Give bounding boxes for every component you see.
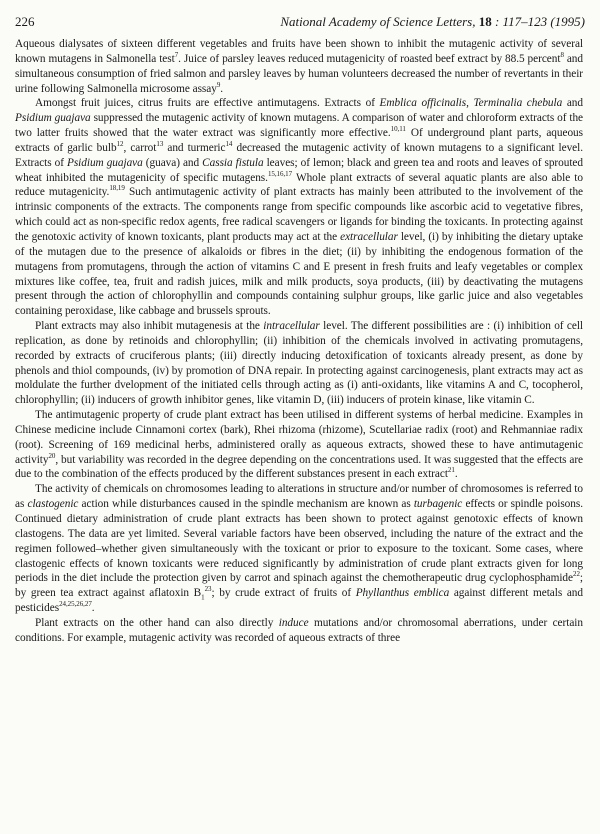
text-run: Whole plant extracts of several aquatic plants are also able to reduce mutagenicity. xyxy=(15,171,583,199)
text-run: leaves; of lemon; black and green tea and roots and leaves of sprouted wheat inhibited the mutagenicity of specific mutagens. xyxy=(15,156,583,184)
volume-number: 18 xyxy=(478,14,492,29)
text-run: level. The different possibilities are : (i) inhibition of cell replication, as done by retinoids and chlorophyllin; (ii) inhibition of the chemicals involved in activating promutagens, recorded by extracts of cruciferous plants; (iii) directly inducing detoxification of toxicants already present, as done by phenols and thiol compounds, (iv) by promotion of DNA repair. In protecting against carcinogenesis, plant extracts may act as moldulate the further dvelopment of the initiated cells through acting as (i) anti-oxidants, like vitamins A and C, tocopherol, chlorophyllin; (ii) inducers of growth inhibitor genes, like vitamin D, (iii) inducers of protein kinase, like vitamin C. xyxy=(15,320,584,407)
text-run: (guava) and xyxy=(142,156,203,169)
text-run: ; by crude extract of fruits of xyxy=(211,587,356,600)
text-run: against different metals and pesticides xyxy=(15,587,583,615)
italic-term: extracellular xyxy=(340,230,398,243)
text-run: ; by green tea extract against aflatoxin B xyxy=(15,572,583,600)
text-run: and simultaneous consumption of fried salmon and parsley leaves by human volunteers decreased the number of revertants in their urine following Salmonella microsome assay xyxy=(15,52,584,95)
citation-superscript: 10,11 xyxy=(390,125,406,134)
text-run: . xyxy=(91,602,95,615)
page-number: 226 xyxy=(15,14,35,29)
citation-superscript: 7 xyxy=(174,51,179,60)
text-run: effects or spindle poisons. Continued dietary administration of crude plant extracts has been shown to protect against genotoxic effects of known clastogens. The data are yet limited. Several variable factors have been observed, including the nature of the extract and the regimen followed–whether given simultaneously with the toxicant or prior to exposure to the toxicant. Some cases, where clastogenic effects of known toxicants were reduced significantly by administration of crude plant extracts given for long periods in the diet include the protection given by carrot and spinach against the chemotherapeutic drug cyclophosphamide xyxy=(15,498,584,585)
citation-superscript: 21 xyxy=(447,466,455,475)
text-run: , but variability was recorded in the degree depending on the concentrations used. It was suggested that the effects are due to the combination of the effects produced by the different substances present in each extract xyxy=(15,453,583,481)
paragraph xyxy=(15,616,583,646)
italic-term: Psidium guajava xyxy=(66,156,143,169)
body-text xyxy=(15,37,583,646)
citation-superscript: 14 xyxy=(225,140,233,149)
citation-superscript: 18,19 xyxy=(109,184,125,193)
text-run: Amongst fruit juices, citrus fruits are effective antimutagens. Extracts of xyxy=(35,97,380,110)
subscript: 1 xyxy=(201,593,205,602)
text-run: decreased the mutagenic activity of known mutagens to a significant level. Extracts of xyxy=(15,141,583,169)
italic-term: Psidium guajava xyxy=(15,112,91,125)
text-run: action while disturbances caused in the spindle mechanism are known as xyxy=(78,498,414,511)
text-run: . Juice of parsley leaves reduced mutagenicity of roasted beef extract by 88.5 percent xyxy=(178,52,561,65)
text-run: Aqueous dialysates of sixteen different vegetables and fruits have been shown to inhibit the mutagenic activity of several known mutagens in Salmonella test xyxy=(15,38,583,65)
text-run: . xyxy=(220,82,224,95)
italic-term: intracellular xyxy=(263,320,320,333)
paragraph xyxy=(15,37,583,96)
citation-superscript: 8 xyxy=(560,51,564,60)
citation-superscript: 13 xyxy=(156,140,164,149)
citation-superscript: 15,16,17 xyxy=(267,169,293,178)
text-run: mutations and/or chromosomal aberrations, under certain conditions. For example, mutagenic activity was recorded of aqueous extracts of three xyxy=(15,616,583,644)
italic-term: Cassia fistula xyxy=(202,156,264,169)
paragraph xyxy=(15,482,583,616)
text-run: level, (i) by inhibiting the dietary uptake of the mutagen due to the presence of alkaloids or fibres in the diet; (ii) by inhibiting the endogenous formation of the mutagens from promutagens, through the action of vitamins C and E present in fresh fruits and leafy vegetables or complex mixtures like coffee, tea, fruit and radish juices, milk and milk products, soya products, (iii) by deactivating the mutagens present through the action of chlorophyllin and compounds containing sulphur groups, like garlic juice and also vegetables containing peroxidase, like cabbage and brussels sprouts. xyxy=(15,230,583,318)
italic-term: induce xyxy=(278,616,309,629)
issue-pages: : 117–123 (1995) xyxy=(494,14,585,29)
running-header xyxy=(15,12,585,32)
text-run: and xyxy=(562,97,584,110)
text-run: suppressed the mutagenic activity of known mutagens. A comparison of water and chloroform extracts of the two latter fruits showed that the water extract was significantly more effective. xyxy=(15,112,584,140)
citation-superscript: 20 xyxy=(48,451,56,460)
paragraph xyxy=(15,96,583,319)
journal-title: National Academy of Science Letters, xyxy=(280,14,476,29)
text-run: The antimutagenic property of crude plant extract has been utilised in different systems of herbal medicine. Examples in Chinese medicine include Cinnamoni cortex (bark), Rhei rhizoma (rhizome), Scutellariae radix (root) and Rehmanniae radix (root). Screening of 169 medicinal herbs, administered orally as aqueous extracts, showed these to have antimutagenic activity xyxy=(15,409,583,466)
citation-superscript: 24,25,26,27 xyxy=(59,600,92,609)
text-run: and turmeric xyxy=(163,141,226,154)
italic-term: Emblica officinalis, Terminalia chebula xyxy=(379,97,563,110)
journal-citation xyxy=(280,12,585,32)
text-run: , carrot xyxy=(123,141,157,154)
text-run: Plant extracts may also inhibit mutagenesis at the xyxy=(35,320,264,333)
citation-superscript: 12 xyxy=(116,140,124,149)
text-run: Plant extracts on the other hand can also directly xyxy=(35,616,279,629)
text-run: The activity of chemicals on chromosomes leading to alterations in structure and/or number of chromosomes is referred to as xyxy=(15,483,583,511)
text-run: Such antimutagenic activity of plant extracts has mainly been attributed to the involvement of the intrinsic components of the extracts. The components range from specific compounds like ascorbic acid to vegetative fibres, which could act as non-specific redox agents, free radical scavengers or ligands for binding the toxicants. In protecting against the genotoxic activity of known toxicants, plant products may act at the xyxy=(15,186,584,243)
text-run: . xyxy=(454,468,458,481)
paragraph xyxy=(15,319,583,408)
italic-term: clastogenic xyxy=(27,498,79,511)
text-run: Of underground plant parts, aqueous extracts of garlic bulb xyxy=(15,127,584,154)
citation-superscript: 23 xyxy=(204,585,212,594)
citation-superscript: 22 xyxy=(573,570,580,579)
italic-term: turbagenic xyxy=(413,498,463,511)
italic-term: Phyllanthus emblica xyxy=(355,587,450,600)
paragraph xyxy=(15,408,583,482)
citation-superscript: 9 xyxy=(216,80,221,89)
